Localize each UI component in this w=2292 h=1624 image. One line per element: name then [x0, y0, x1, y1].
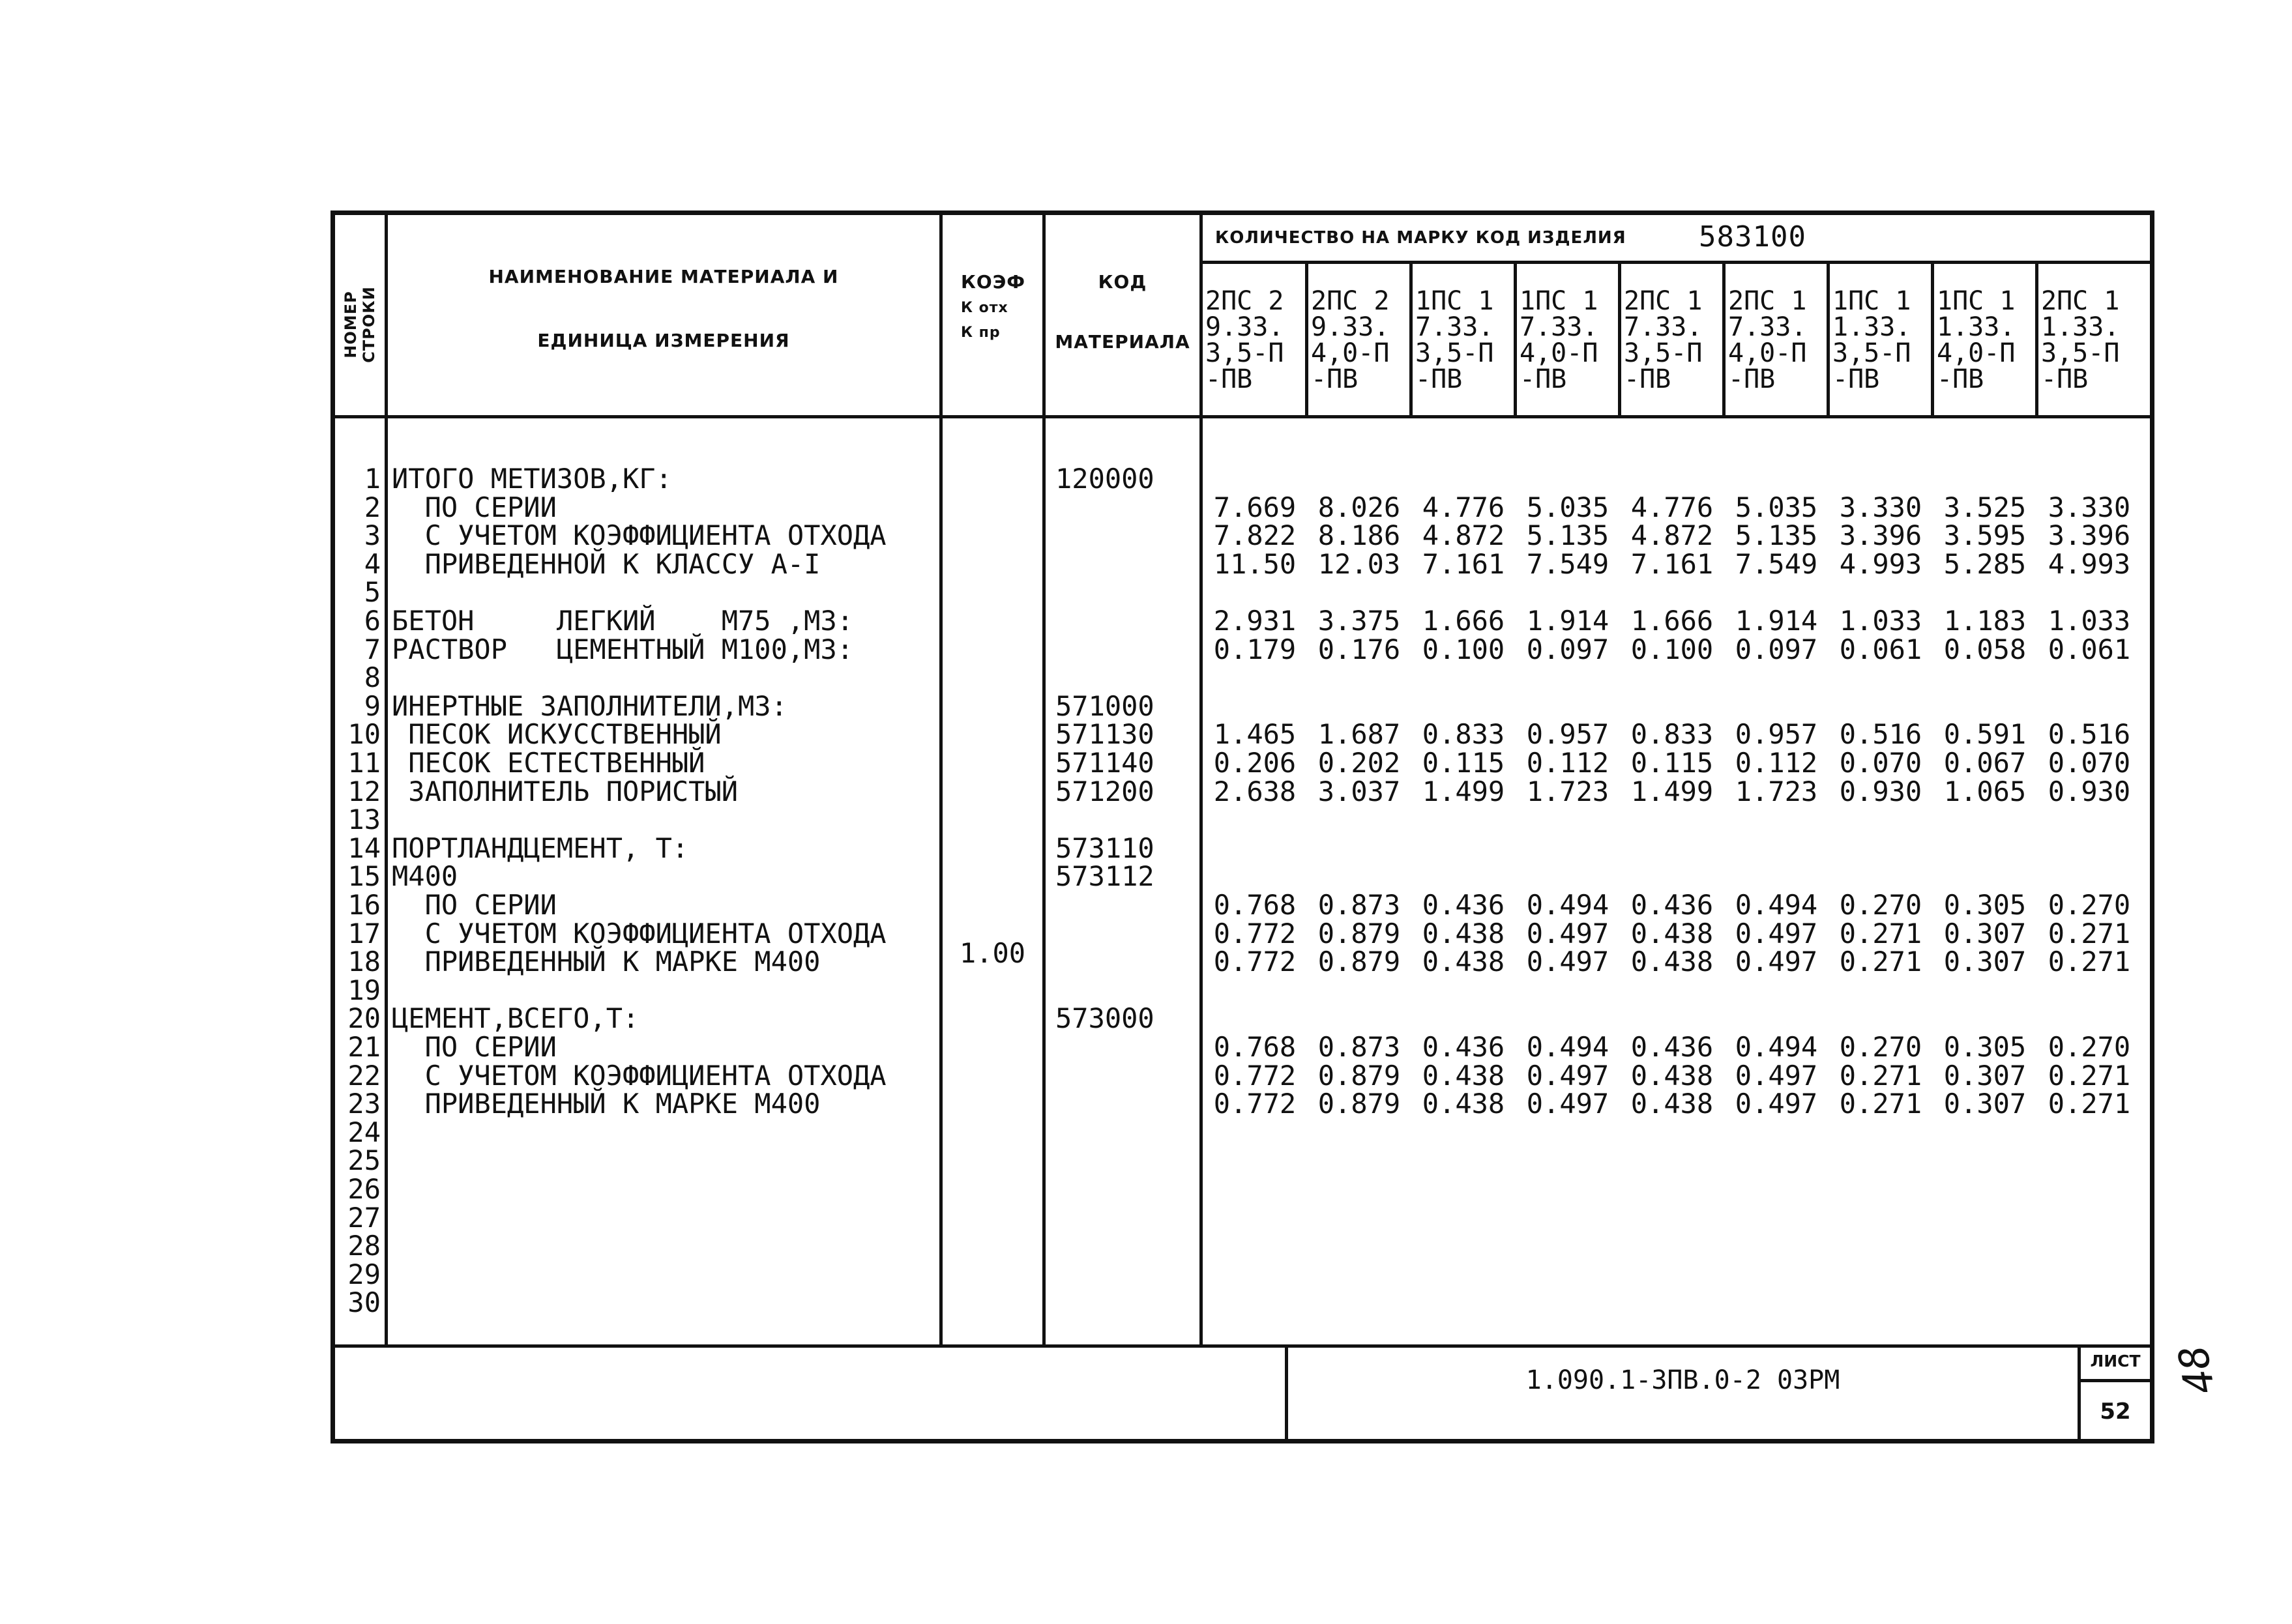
- column-header-line: -ПВ: [1728, 364, 1776, 394]
- column-header-line: 4,0-П: [1520, 338, 1598, 368]
- quantity-value: 0.438: [1630, 1059, 1714, 1092]
- material-code: 120000: [1055, 463, 1154, 495]
- quantity-value: 0.873: [1317, 1031, 1401, 1063]
- quantity-value: 0.097: [1526, 633, 1609, 665]
- quantity-value: 0.070: [2048, 747, 2131, 779]
- column-header-line: -ПВ: [1937, 364, 1984, 394]
- quantity-value: 0.100: [1422, 633, 1505, 665]
- quantity-value: 0.494: [1526, 889, 1609, 921]
- column-header-line: -ПВ: [1520, 364, 1567, 394]
- quantity-value: 0.497: [1735, 1088, 1818, 1120]
- quantity-value: 0.436: [1422, 1031, 1505, 1063]
- row-number: 23: [347, 1088, 381, 1120]
- quantity-value: 4.776: [1630, 491, 1714, 523]
- quantity-value: 0.438: [1630, 917, 1714, 950]
- quantity-value: 0.307: [1943, 917, 2027, 950]
- row-number: 2: [364, 491, 381, 523]
- quantity-value: 0.497: [1735, 946, 1818, 978]
- row-number: 25: [347, 1144, 381, 1177]
- quantity-value: 0.305: [1943, 1031, 2027, 1063]
- quantity-value: 0.115: [1422, 747, 1505, 779]
- column-header-line: 4,0-П: [1728, 338, 1807, 368]
- column-header-line: 1ПС 1: [1832, 286, 1911, 316]
- name-header-line2: ЕДИНИЦА ИЗМЕРЕНИЯ: [537, 330, 790, 351]
- column-header-line: 7.33.: [1728, 312, 1807, 342]
- quantity-value: 0.438: [1422, 1059, 1505, 1092]
- quantity-value: 0.772: [1213, 1059, 1297, 1092]
- material-name: М400: [392, 860, 458, 893]
- quantity-value: 8.026: [1317, 491, 1401, 523]
- quantity-value: 1.183: [1943, 605, 2027, 637]
- row-number: 10: [347, 718, 381, 751]
- quantity-value: 0.271: [1839, 1088, 1922, 1120]
- quantity-value: 4.993: [2048, 547, 2131, 580]
- quantity-value: 4.872: [1630, 519, 1714, 552]
- quantity-value: 1.687: [1317, 718, 1401, 751]
- quantity-value: 0.516: [1839, 718, 1922, 751]
- coef-header-line1: КОЭФ: [961, 271, 1026, 293]
- column-header-line: 2ПС 2: [1205, 286, 1284, 316]
- quantity-value: 5.035: [1735, 491, 1818, 523]
- material-name: С УЧЕТОМ КОЭФФИЦИЕНТА ОТХОДА: [392, 519, 887, 552]
- quantity-value: 3.595: [1943, 519, 2027, 552]
- quantity-value: 1.914: [1526, 605, 1609, 637]
- column-header-line: 3,5-П: [1624, 338, 1703, 368]
- column-header-line: 3,5-П: [1205, 338, 1284, 368]
- quantity-value: 0.307: [1943, 1059, 2027, 1092]
- row-number: 29: [347, 1258, 381, 1290]
- quantity-value: 0.305: [1943, 889, 2027, 921]
- quantity-value: 5.035: [1526, 491, 1609, 523]
- column-header-line: 7.33.: [1624, 312, 1703, 342]
- column-header-line: 2ПС 1: [2041, 286, 2120, 316]
- divider: [939, 215, 943, 1347]
- quantity-value: 0.768: [1213, 889, 1297, 921]
- header-divider: [335, 415, 2150, 418]
- column-header-line: 2ПС 1: [1624, 286, 1703, 316]
- quantity-value: 0.070: [1839, 747, 1922, 779]
- quantity-value: 0.271: [1839, 1059, 1922, 1092]
- column-header-line: 4,0-П: [1311, 338, 1390, 368]
- quantity-value: 0.879: [1317, 1088, 1401, 1120]
- quantity-value: 0.112: [1735, 747, 1818, 779]
- quantity-value: 0.202: [1317, 747, 1401, 779]
- material-name: ПРИВЕДЕННЫЙ К МАРКЕ М400: [392, 1088, 821, 1120]
- material-name: С УЧЕТОМ КОЭФФИЦИЕНТА ОТХОДА: [392, 1059, 887, 1092]
- quantity-value: 0.772: [1213, 946, 1297, 978]
- qty-divider: [1199, 261, 2150, 264]
- quantity-value: 5.135: [1526, 519, 1609, 552]
- quantity-value: 0.497: [1526, 917, 1609, 950]
- row-number: 22: [347, 1059, 381, 1092]
- material-name: ПРИВЕДЕННОЙ К КЛАССУ А-I: [392, 547, 821, 580]
- column-header-line: 2ПС 1: [1728, 286, 1807, 316]
- material-code: 571000: [1055, 689, 1154, 722]
- code-header-line2: МАТЕРИАЛА: [1055, 331, 1190, 353]
- quantity-value: 0.097: [1735, 633, 1818, 665]
- quantity-value: 1.723: [1735, 775, 1818, 807]
- quantity-value: 3.375: [1317, 605, 1401, 637]
- quantity-value: 0.058: [1943, 633, 2027, 665]
- quantity-value: 0.271: [2048, 946, 2131, 978]
- quantity-value: 0.930: [1839, 775, 1922, 807]
- quantity-value: 0.497: [1526, 1088, 1609, 1120]
- quantity-value: 2.931: [1213, 605, 1297, 637]
- quantity-value: 0.067: [1943, 747, 2027, 779]
- column-header-line: 3,5-П: [2041, 338, 2120, 368]
- quantity-value: 0.271: [1839, 917, 1922, 950]
- column-header-line: 1ПС 1: [1937, 286, 2016, 316]
- quantity-value: 0.494: [1735, 889, 1818, 921]
- column-header-line: 7.33.: [1415, 312, 1494, 342]
- column-header-line: 4,0-П: [1937, 338, 2016, 368]
- material-name: РАСТВОР ЦЕМЕНТНЫЙ М100,М3:: [392, 633, 854, 665]
- quantity-value: 0.873: [1317, 889, 1401, 921]
- coef-value: 1.00: [959, 937, 1026, 969]
- material-name: ПЕСОК ИСКУССТВЕННЫЙ: [392, 718, 722, 751]
- quantity-value: 0.438: [1422, 1088, 1505, 1120]
- material-code: 571140: [1055, 747, 1154, 779]
- quantity-value: 0.270: [1839, 1031, 1922, 1063]
- quantity-value: 0.772: [1213, 1088, 1297, 1120]
- quantity-value: 5.135: [1735, 519, 1818, 552]
- row-number: 5: [364, 576, 381, 609]
- coef-header-line2: К отх: [961, 300, 1008, 316]
- divider: [385, 215, 388, 1347]
- quantity-value: 0.271: [2048, 1059, 2131, 1092]
- column-header-line: 1.33.: [1832, 312, 1911, 342]
- quantity-value: 3.525: [1943, 491, 2027, 523]
- material-name: ПО СЕРИИ: [392, 491, 557, 523]
- quantity-value: 2.638: [1213, 775, 1297, 807]
- row-number: 14: [347, 832, 381, 864]
- quantity-value: 0.497: [1526, 946, 1609, 978]
- quantity-value: 0.833: [1422, 718, 1505, 751]
- quantity-value: 0.591: [1943, 718, 2027, 751]
- quantity-value: 0.270: [2048, 889, 2131, 921]
- quantity-value: 1.666: [1630, 605, 1714, 637]
- quantity-value: 3.330: [1839, 491, 1922, 523]
- quantity-value: 7.161: [1630, 547, 1714, 580]
- quantity-value: 3.037: [1317, 775, 1401, 807]
- row-number: 12: [347, 775, 381, 807]
- quantity-value: 0.270: [1839, 889, 1922, 921]
- row-number: 11: [347, 747, 381, 779]
- column-header-line: -ПВ: [1624, 364, 1671, 394]
- quantity-value: 0.494: [1735, 1031, 1818, 1063]
- column-header-line: -ПВ: [2041, 364, 2089, 394]
- sheet-number: 52: [2100, 1399, 2131, 1425]
- quantity-value: 12.03: [1317, 547, 1401, 580]
- quantity-value: 0.497: [1526, 1059, 1609, 1092]
- product-code: 583100: [1699, 220, 1806, 254]
- quantity-value: 0.100: [1630, 633, 1714, 665]
- row-number: 16: [347, 889, 381, 921]
- name-header-line1: НАИМЕНОВАНИЕ МАТЕРИАЛА И: [488, 266, 839, 287]
- row-number: 19: [347, 974, 381, 1006]
- quantity-value: 0.879: [1317, 1059, 1401, 1092]
- coef-header-line3: К пр: [961, 325, 1001, 341]
- material-name: БЕТОН ЛЕГКИЙ М75 ,М3:: [392, 605, 854, 637]
- quantity-value: 0.957: [1735, 718, 1818, 751]
- quantity-value: 0.516: [2048, 718, 2131, 751]
- quantity-value: 1.065: [1943, 775, 2027, 807]
- column-header-line: 1.33.: [1937, 312, 2016, 342]
- row-number: 21: [347, 1031, 381, 1063]
- quantity-value: 0.438: [1630, 1088, 1714, 1120]
- quantity-value: 0.271: [2048, 1088, 2131, 1120]
- row-number: 30: [347, 1286, 381, 1319]
- material-name: ЗАПОЛНИТЕЛЬ ПОРИСТЫЙ: [392, 775, 739, 807]
- quantity-value: 1.033: [1839, 605, 1922, 637]
- row-number: 6: [364, 605, 381, 637]
- column-header-line: -ПВ: [1311, 364, 1359, 394]
- quantity-value: 3.330: [2048, 491, 2131, 523]
- column-header-line: 2ПС 2: [1311, 286, 1390, 316]
- code-header-line1: КОД: [1098, 271, 1147, 293]
- quantity-value: 0.438: [1630, 946, 1714, 978]
- footer-divider: [335, 1344, 2150, 1348]
- row-number: 20: [347, 1002, 381, 1035]
- material-name: ЦЕМЕНТ,ВСЕГО,Т:: [392, 1002, 639, 1035]
- row-number: 1: [364, 463, 381, 495]
- quantity-value: 0.436: [1422, 889, 1505, 921]
- quantity-value: 0.497: [1735, 917, 1818, 950]
- material-name: ПРИВЕДЕННЫЙ К МАРКЕ М400: [392, 946, 821, 978]
- row-number: 9: [364, 689, 381, 722]
- material-name: ПО СЕРИИ: [392, 889, 557, 921]
- row-number: 28: [347, 1230, 381, 1262]
- column-header-line: -ПВ: [1205, 364, 1253, 394]
- column-header-line: 9.33.: [1205, 312, 1284, 342]
- quantity-value: 1.499: [1422, 775, 1505, 807]
- margin-handwritten-number: 48: [2169, 1341, 2224, 1398]
- quantity-value: 0.179: [1213, 633, 1297, 665]
- quantity-value: 0.494: [1526, 1031, 1609, 1063]
- quantity-value: 0.307: [1943, 946, 2027, 978]
- column-header-line: 1.33.: [2041, 312, 2120, 342]
- material-code: 573110: [1055, 832, 1154, 864]
- material-code: 573000: [1055, 1002, 1154, 1035]
- quantity-value: 0.307: [1943, 1088, 2027, 1120]
- quantity-value: 0.061: [2048, 633, 2131, 665]
- divider: [1042, 215, 1046, 1347]
- column-header-line: -ПВ: [1415, 364, 1463, 394]
- quantity-value: 0.930: [2048, 775, 2131, 807]
- quantity-value: 1.914: [1735, 605, 1818, 637]
- material-name: ПО СЕРИИ: [392, 1031, 557, 1063]
- column-header-line: 1ПС 1: [1415, 286, 1494, 316]
- quantity-value: 1.033: [2048, 605, 2131, 637]
- row-number: 8: [364, 661, 381, 694]
- quantity-value: 8.186: [1317, 519, 1401, 552]
- quantity-value: 0.438: [1422, 917, 1505, 950]
- quantity-value: 0.271: [2048, 917, 2131, 950]
- quantity-value: 0.176: [1317, 633, 1401, 665]
- document-table-frame: [331, 210, 2154, 1443]
- material-name: ПЕСОК ЕСТЕСТВЕННЫЙ: [392, 747, 705, 779]
- quantity-value: 11.50: [1213, 547, 1297, 580]
- row-number: 17: [347, 917, 381, 950]
- sheet-label: ЛИСТ: [2090, 1352, 2141, 1370]
- quantity-value: 1.465: [1213, 718, 1297, 751]
- quantity-value: 0.271: [1839, 946, 1922, 978]
- quantity-value: 1.666: [1422, 605, 1505, 637]
- quantity-value: 1.499: [1630, 775, 1714, 807]
- quantity-value: 5.285: [1943, 547, 2027, 580]
- document-code: 1.090.1-3ПВ.0-2 03РМ: [1525, 1365, 1840, 1395]
- row-number: 27: [347, 1201, 381, 1234]
- material-code: 571200: [1055, 775, 1154, 807]
- quantity-value: 3.396: [1839, 519, 1922, 552]
- row-number: 24: [347, 1116, 381, 1148]
- quantity-value: 0.768: [1213, 1031, 1297, 1063]
- quantity-value: 0.438: [1422, 946, 1505, 978]
- quantity-value: 0.436: [1630, 1031, 1714, 1063]
- quantity-value: 0.772: [1213, 917, 1297, 950]
- row-number: 15: [347, 860, 381, 893]
- quantity-value: 0.497: [1735, 1059, 1818, 1092]
- quantity-value: 0.112: [1526, 747, 1609, 779]
- qty-header: КОЛИЧЕСТВО НА МАРКУ КОД ИЗДЕЛИЯ: [1215, 228, 1626, 248]
- quantity-value: 7.161: [1422, 547, 1505, 580]
- row-number: 26: [347, 1173, 381, 1205]
- material-name: С УЧЕТОМ КОЭФФИЦИЕНТА ОТХОДА: [392, 917, 887, 950]
- quantity-value: 0.436: [1630, 889, 1714, 921]
- row-number: 4: [364, 547, 381, 580]
- material-name: ИНЕРТНЫЕ ЗАПОЛНИТЕЛИ,М3:: [392, 689, 787, 722]
- quantity-value: 7.549: [1735, 547, 1818, 580]
- column-header-line: 7.33.: [1520, 312, 1598, 342]
- column-header-line: 9.33.: [1311, 312, 1390, 342]
- quantity-value: 4.993: [1839, 547, 1922, 580]
- quantity-value: 0.061: [1839, 633, 1922, 665]
- column-header-line: 3,5-П: [1415, 338, 1494, 368]
- row-number: 3: [364, 519, 381, 552]
- column-header-line: 1ПС 1: [1520, 286, 1598, 316]
- material-name: ПОРТЛАНДЦЕМЕНТ, Т:: [392, 832, 689, 864]
- quantity-value: 7.549: [1526, 547, 1609, 580]
- quantity-value: 7.669: [1213, 491, 1297, 523]
- material-code: 573112: [1055, 860, 1154, 893]
- row-number-header: НОМЕР СТРОКИ: [342, 286, 378, 363]
- material-code: 571130: [1055, 718, 1154, 751]
- quantity-value: 1.723: [1526, 775, 1609, 807]
- quantity-value: 7.822: [1213, 519, 1297, 552]
- material-name: ИТОГО МЕТИЗОВ,КГ:: [392, 463, 672, 495]
- quantity-value: 0.879: [1317, 946, 1401, 978]
- divider: [2078, 1379, 2150, 1382]
- quantity-value: 0.879: [1317, 917, 1401, 950]
- quantity-value: 4.872: [1422, 519, 1505, 552]
- quantity-value: 4.776: [1422, 491, 1505, 523]
- row-number: 18: [347, 946, 381, 978]
- quantity-value: 0.957: [1526, 718, 1609, 751]
- quantity-value: 0.833: [1630, 718, 1714, 751]
- row-number: 7: [364, 633, 381, 665]
- quantity-value: 0.270: [2048, 1031, 2131, 1063]
- column-header-line: 3,5-П: [1832, 338, 1911, 368]
- quantity-value: 3.396: [2048, 519, 2131, 552]
- quantity-value: 0.206: [1213, 747, 1297, 779]
- column-header-line: -ПВ: [1832, 364, 1880, 394]
- row-number: 13: [347, 804, 381, 836]
- quantity-value: 0.115: [1630, 747, 1714, 779]
